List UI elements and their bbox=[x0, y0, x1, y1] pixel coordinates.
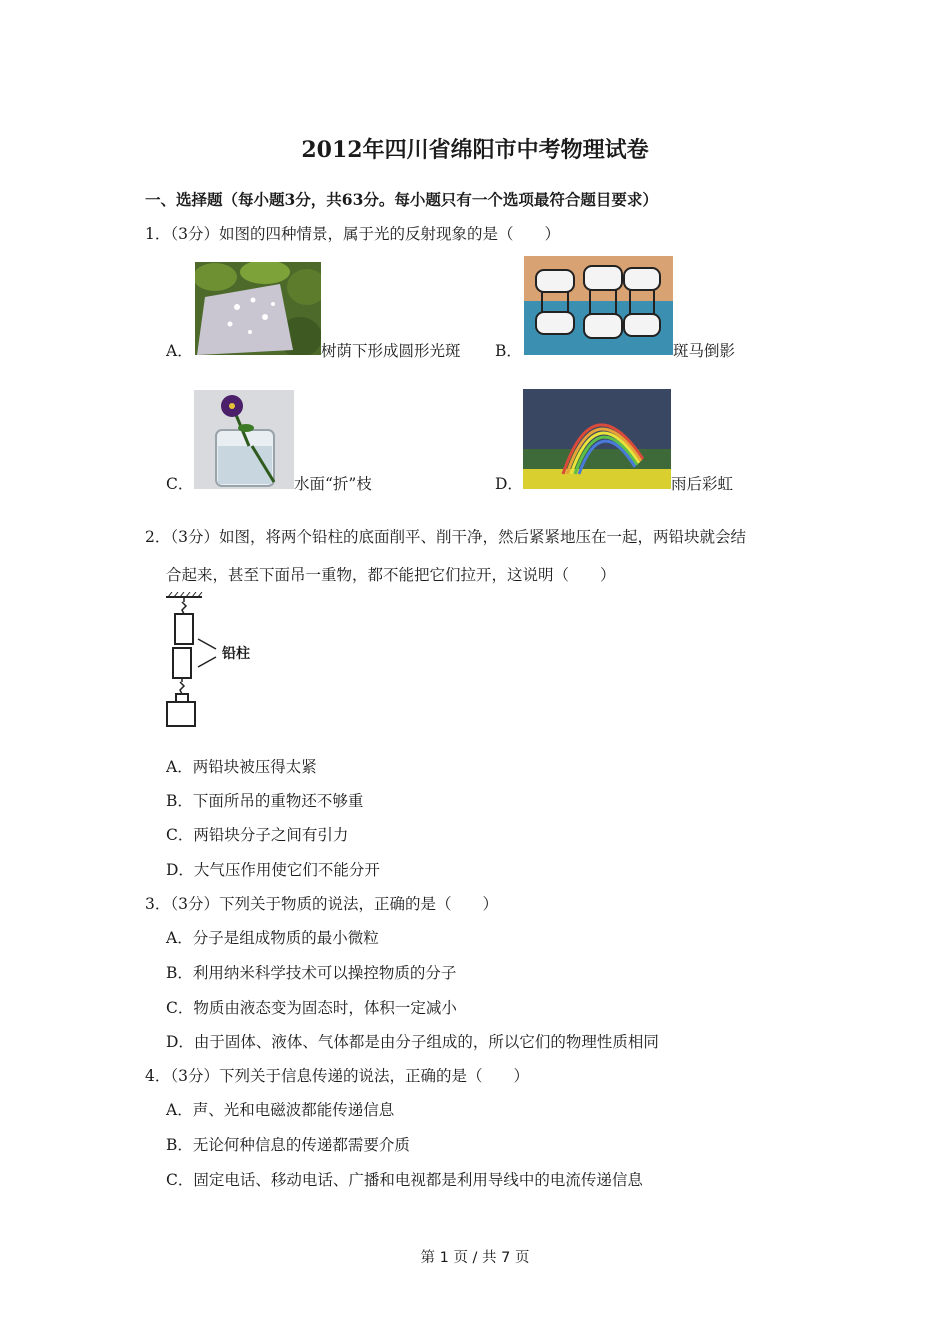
q3-option-a: A．分子是组成物质的最小微粒 bbox=[166, 929, 379, 947]
question-4-stem: 4．（3分）下列关于信息传递的说法，正确的是（ ） bbox=[145, 1067, 529, 1085]
label-pointer-lines bbox=[196, 635, 222, 671]
q2-option-a: A．两铅块被压得太紧 bbox=[166, 758, 317, 776]
q1-option-a-letter: A． bbox=[166, 342, 193, 360]
q4-option-b: B．无论何种信息的传递都需要介质 bbox=[166, 1136, 410, 1154]
q3-option-b: B．利用纳米科学技术可以操控物质的分子 bbox=[166, 964, 457, 982]
question-3-stem: 3．（3分）下列关于物质的说法，正确的是（ ） bbox=[145, 895, 498, 913]
q2-option-b: B．下面所吊的重物还不够重 bbox=[166, 792, 364, 810]
q1-option-a-caption: 树荫下形成圆形光斑 bbox=[321, 342, 461, 360]
page-footer: 第 1 页 / 共 7 页 bbox=[420, 1250, 530, 1266]
lead-cylinder-label: 铅柱 bbox=[222, 646, 250, 662]
q1-option-d-letter: D． bbox=[495, 475, 523, 493]
flower-in-water-photo bbox=[194, 390, 294, 489]
rainbow-photo bbox=[523, 389, 671, 489]
q1-option-c-letter: C． bbox=[166, 475, 194, 493]
zebra-reflection-photo bbox=[524, 256, 673, 355]
question-2-stem-line2: 合起来，甚至下面吊一重物，都不能把它们拉开，这说明（ ） bbox=[166, 566, 616, 584]
question-1-stem: 1．（3分）如图的四种情景，属于光的反射现象的是（ ） bbox=[145, 225, 560, 243]
q1-option-b-caption: 斑马倒影 bbox=[673, 342, 736, 360]
question-2-stem-line1: 2．（3分）如图，将两个铅柱的底面削平、削干净，然后紧紧地压在一起，两铅块就会结 bbox=[145, 528, 746, 546]
q3-option-d: D．由于固体、液体、气体都是由分子组成的，所以它们的物理性质相同 bbox=[166, 1033, 659, 1051]
q1-option-d-caption: 雨后彩虹 bbox=[671, 475, 734, 493]
q2-option-c: C．两铅块分子之间有引力 bbox=[166, 826, 349, 844]
q4-option-a: A．声、光和电磁波都能传递信息 bbox=[166, 1101, 395, 1119]
section-heading: 一、选择题（每小题3分，共63分。每小题只有一个选项最符合题目要求） bbox=[145, 190, 658, 209]
leaf-shadow-spots-photo bbox=[195, 262, 321, 355]
q1-option-b-letter: B． bbox=[495, 342, 522, 360]
q2-option-d: D．大气压作用使它们不能分开 bbox=[166, 861, 380, 879]
page-title: 2012年四川省绵阳市中考物理试卷 bbox=[301, 137, 649, 163]
q1-option-c-caption: 水面“折”枝 bbox=[294, 475, 372, 493]
q4-option-c: C．固定电话、移动电话、广播和电视都是利用导线中的电流传递信息 bbox=[166, 1171, 643, 1189]
q3-option-c: C．物质由液态变为固态时，体积一定减小 bbox=[166, 999, 457, 1017]
